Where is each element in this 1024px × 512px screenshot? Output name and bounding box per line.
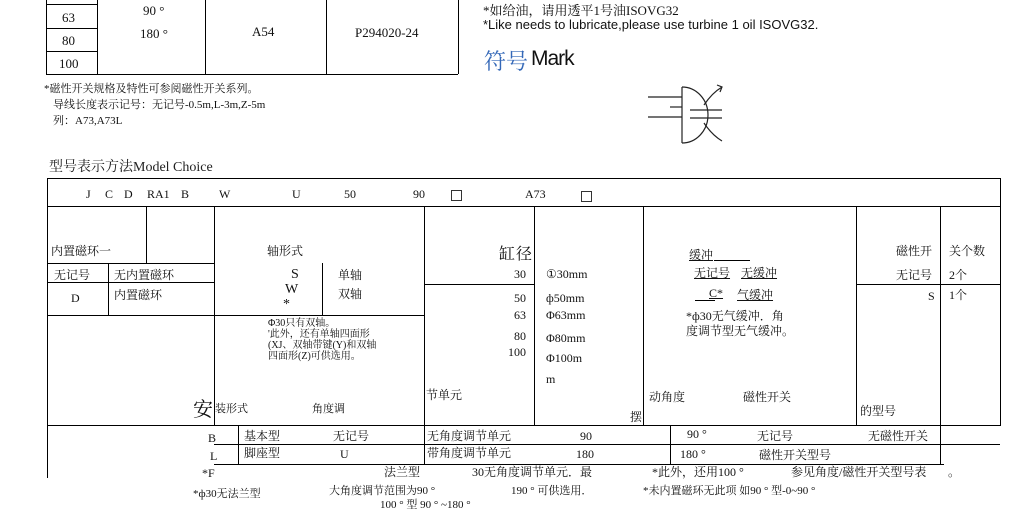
code-part-u: U [292, 187, 301, 201]
row-divider [47, 263, 214, 264]
magnet-ring-header: 内置磁环一 [51, 244, 112, 258]
angle-adjust-header: 角度调 [312, 403, 345, 415]
switch-count-opt2-code: S [928, 289, 935, 303]
bore-header: 缸径 [499, 246, 534, 263]
bore-label-30: ①30mm [546, 267, 588, 281]
mount-l-angle-unit: 带角度调节单元 [427, 446, 512, 460]
mount-header-rest: 装形式 [215, 403, 248, 415]
magnet-opt1-desc: 无内置磁环 [114, 268, 175, 282]
mark-title-en: Mark [531, 47, 574, 70]
angle-cell: 90 ° [143, 3, 165, 18]
top-table-right-border [458, 0, 459, 74]
table-right-border [1000, 178, 1001, 426]
mount-f-note: *此外，还用100 ° [652, 465, 744, 479]
mark-title-cn: 符号 [484, 49, 529, 74]
bore-label-80: Φ80mm [546, 331, 586, 345]
bore-size-63: 63 [514, 308, 526, 322]
code-part-d: D [124, 187, 133, 201]
shaft-s-code: S [291, 267, 299, 282]
swing-angle-header: 动角度 [649, 390, 686, 404]
mount-l-angle-val: 180 [576, 447, 594, 461]
angle-unit-header: 节单元 [426, 388, 463, 402]
bore-label-m: m [546, 372, 556, 386]
cushion-opt1-code: 无记号 [694, 266, 731, 280]
footnote-2: 大角度调节范围为90 ° [329, 485, 436, 497]
mount-b-switch-mark: 无记号 [757, 429, 794, 443]
table-top-border [47, 178, 1000, 179]
code-part-j: J [86, 187, 91, 201]
code-placeholder-box [581, 191, 592, 202]
mount-b-angle-val: 90 [580, 429, 592, 443]
mount-b-code: B [208, 431, 217, 445]
note-line-1: *磁性开关规格及特性可参阅磁性开关系列。 [44, 83, 259, 95]
shaft-note-1: Φ30只有双轴。 [268, 318, 336, 329]
col-divider [534, 206, 535, 425]
col-divider [108, 263, 109, 315]
mount-f-ref: 参见角度/磁性开关型号表 [791, 465, 927, 479]
mount-f-name: 法兰型 [384, 465, 421, 479]
shaft-w-code: W [285, 282, 299, 297]
code-part-a73: A73 [525, 187, 546, 201]
top-table-divider [205, 0, 206, 74]
bore-label-100: Φ100m [546, 351, 583, 365]
mount-f-dot: 。 [948, 465, 961, 479]
col-divider [643, 206, 644, 425]
mount-b-switch-desc: 无磁性开关 [868, 429, 929, 443]
shaft-note-4: 四面形(Z)可供选用。 [268, 351, 361, 362]
code-part-90: 90 [413, 187, 425, 201]
bore-label-50: ф50mm [546, 291, 585, 305]
mount-l-mark: U [340, 447, 349, 461]
top-table-rule [46, 28, 97, 29]
switch-count-opt1-code: 无记号 [896, 268, 933, 282]
bore-size-100: 100 [508, 345, 526, 359]
mount-l-name: 脚座型 [244, 446, 281, 460]
mount-f-mid: 30无角度调节单元．最 [472, 465, 593, 479]
row-divider [214, 444, 1000, 445]
shaft-note-2: '此外，还有单轴四面形 [268, 329, 370, 340]
size-cell: 100 [59, 56, 79, 71]
code-part-c: C [105, 187, 114, 201]
magnet-opt2-desc: 内置磁环 [114, 288, 163, 302]
top-table-rule [46, 4, 97, 5]
col-divider [322, 263, 323, 315]
cushion-note-2: 度调节型无气缓冲。 [686, 324, 795, 338]
switch-count-opt1-desc: 2个 [949, 268, 968, 282]
table-left-border [47, 178, 48, 478]
row-divider [47, 425, 1000, 426]
shaft-s-desc: 单轴 [338, 268, 363, 282]
switch-model-cell: A54 [252, 24, 275, 39]
top-table-left-border [46, 0, 47, 74]
top-table-divider [326, 0, 327, 74]
model-choice-title: 型号表示方法Model Choice [49, 160, 213, 175]
col-divider [856, 206, 857, 425]
row-divider [856, 284, 1000, 285]
magnet-opt2-code: D [71, 291, 80, 305]
note-line-2: 导线长度表示记号：无记号-0.5m,L-3m,Z-5m [53, 99, 266, 111]
cushion-header-underline [714, 260, 750, 261]
switch-type-header: 的型号 [860, 404, 897, 418]
shaft-note [268, 318, 376, 362]
switch-count-opt2-desc: 1个 [949, 288, 968, 302]
lube-note-cn: *如给油，请用透平1号油ISOVG32 [483, 3, 679, 18]
cushion-opt1-desc: 无缓冲 [741, 266, 778, 280]
mount-l-code: L [210, 449, 218, 463]
code-part-ra1: RA1 [147, 187, 170, 201]
shaft-w-desc: 双轴 [338, 287, 363, 301]
bore-label-63: Φ63mm [546, 308, 586, 322]
size-cell: 63 [62, 10, 75, 25]
shaft-star: * [283, 297, 290, 312]
row-divider [47, 315, 214, 316]
cushion-opt2-code: C* [709, 286, 724, 300]
swing-header: 摆 [630, 410, 643, 424]
cushion-opt2-desc: 气缓冲 [737, 288, 774, 302]
mount-b-angle-unit: 无角度调节单元 [427, 429, 512, 443]
shaft-note-3: (XJ、双轴带键(Y)和双轴 [268, 340, 377, 351]
shaft-header: 轴形式 [267, 244, 304, 258]
note-line-3: 列：A73,A73L [53, 115, 123, 127]
switch-count-header-1: 磁性开 [896, 244, 933, 258]
col-divider [146, 206, 147, 263]
size-cell: 80 [62, 33, 75, 48]
bore-size-50: 50 [514, 291, 526, 305]
switch-count-header-2: 关个数 [949, 244, 986, 258]
angle-cell: 180 ° [140, 26, 168, 41]
mount-l-switch-mark: 磁性开关型号 [759, 448, 832, 462]
bore-size-80: 80 [514, 329, 526, 343]
mag-switch-header: 磁性开关 [743, 390, 792, 404]
mount-b-name: 基本型 [244, 429, 281, 443]
cushion-header: 缓冲 [689, 248, 714, 262]
code-part-50: 50 [344, 187, 356, 201]
footnote-3: 190 ° 可供选用． [511, 485, 593, 497]
mount-l-swing: 180 ° [680, 447, 706, 461]
row-divider [424, 284, 534, 285]
bore-size-30: 30 [514, 267, 526, 281]
footnote-4: *未内置磁环无此项 如90 ° 型-0~90 ° [643, 485, 816, 497]
cushion-note-1: *ф30无气缓冲．角 [686, 309, 784, 323]
mount-b-swing: 90 ° [687, 427, 707, 441]
code-part-w: W [219, 187, 231, 201]
mount-header-big: 安 [193, 399, 213, 421]
footnote-1: *ф30无法兰型 [193, 488, 261, 500]
code-placeholder-box [451, 190, 462, 201]
table-code-row-border [47, 206, 1000, 207]
lube-note-en: *Like needs to lubricate,please use turbine 1 oil ISOVG32. [483, 17, 819, 32]
top-table-rule [46, 74, 458, 75]
cylinder-symbol [640, 75, 740, 155]
magnet-opt1-code: 无记号 [54, 268, 91, 282]
row-divider [214, 315, 424, 316]
top-table-rule [46, 51, 97, 52]
footnote-5: 100 ° 型 90 ° ~180 ° [380, 499, 471, 511]
part-number-cell: P294020-24 [355, 25, 419, 40]
top-table-divider [97, 0, 98, 74]
mount-b-mark: 无记号 [333, 429, 370, 443]
code-part-b: B [181, 187, 190, 201]
mount-f-code: *F [202, 466, 215, 480]
